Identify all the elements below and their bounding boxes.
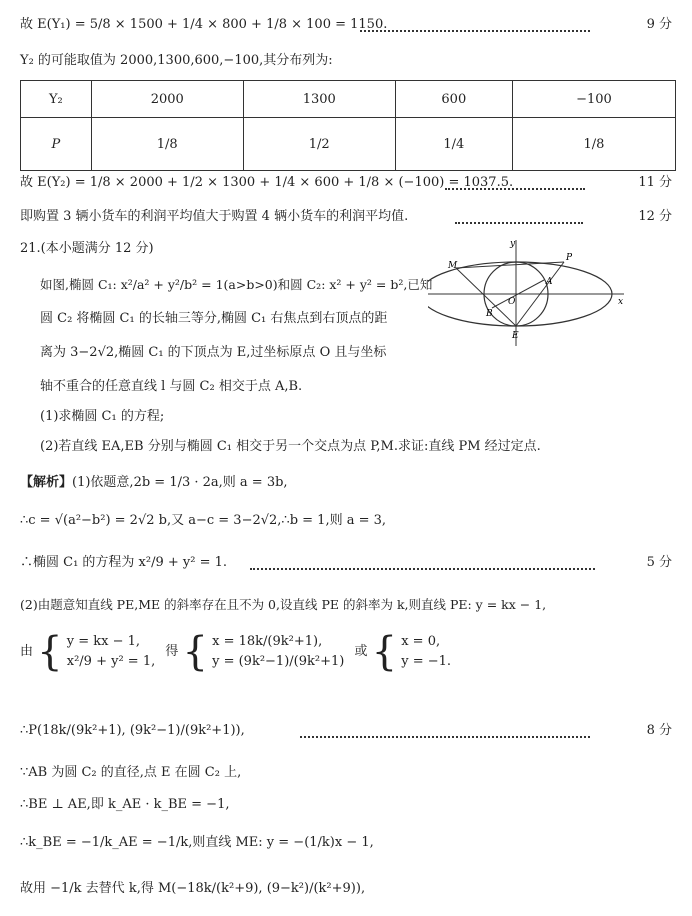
solution-text: (1)依题意,2b = 1/3 · 2a,则 a = 3b, xyxy=(72,475,288,490)
score-9: 9 分 xyxy=(646,17,672,32)
equation-system xyxy=(20,629,452,702)
system-derive: 得 xyxy=(165,644,179,659)
label-o: O xyxy=(508,297,516,307)
label-x: x xyxy=(618,297,624,307)
expectation-y2: 故 E(Y₂) = 1/8 × 2000 + 1/2 × 1300 + 1/4 × 600 + 1/8 × (−100) = 1037.5. xyxy=(20,175,514,190)
table-cell: Y₂ xyxy=(21,81,92,118)
conclusion: 即购置 3 辆小货车的利润平均值大于购置 4 辆小货车的利润平均值. xyxy=(20,209,409,224)
question-1: (1)求椭圆 C₁ 的方程; xyxy=(40,409,165,424)
system-or: 或 xyxy=(354,644,368,659)
brace-icon: { xyxy=(182,629,208,675)
table-cell: 600 xyxy=(395,81,512,118)
ellipse-equation: ∴椭圆 C₁ 的方程为 x²/9 + y² = 1. xyxy=(20,555,228,570)
label-y: y xyxy=(510,239,516,249)
solution-tag: 【解析】 xyxy=(20,475,73,490)
problem-text: 圆 C₂ 将椭圆 C₁ 的长轴三等分,椭圆 C₁ 右焦点到右顶点的距 xyxy=(40,311,388,326)
table-cell: 1/2 xyxy=(243,118,395,171)
table-cell: 1/8 xyxy=(512,118,675,171)
system-3: x = 0, y = −1. xyxy=(401,634,452,669)
label-m: M xyxy=(448,261,458,271)
y2-values: Y₂ 的可能取值为 2000,1300,600,−100,其分布列为: xyxy=(20,53,333,68)
problem-number: 21.(本小题满分 12 分) xyxy=(20,241,154,256)
dot-leader xyxy=(250,568,595,570)
brace-icon: { xyxy=(371,629,398,675)
problem-text: 如图,椭圆 C₁: x²/a² + y²/b² = 1(a>b>0)和圆 C₂: x² + y² = b²,已知 xyxy=(40,277,433,292)
label-e: E xyxy=(512,331,519,341)
table-cell: 1300 xyxy=(243,81,395,118)
solution-line: ∴k_BE = −1/k_AE = −1/k,则直线 ME: y = −(1/k)x − 1, xyxy=(20,835,374,850)
problem-text: 轴不重合的任意直线 l 与圆 C₂ 相交于点 A,B. xyxy=(40,379,303,394)
label-a: A xyxy=(546,277,553,287)
label-p: P xyxy=(566,253,573,263)
score-11: 11 分 xyxy=(638,175,672,190)
brace-icon: { xyxy=(37,629,63,675)
dot-leader xyxy=(360,30,590,32)
dot-leader xyxy=(445,188,585,190)
table-row xyxy=(21,118,676,171)
score-12: 12 分 xyxy=(638,209,672,224)
solution-part1 xyxy=(20,474,288,492)
dot-leader xyxy=(300,736,590,738)
table-cell: 1/4 xyxy=(395,118,512,171)
system-prefix: 由 xyxy=(20,644,34,659)
dot-leader xyxy=(455,222,583,224)
solution-line: ∴BE ⊥ AE,即 k_AE · k_BE = −1, xyxy=(20,797,230,812)
question-2: (2)若直线 EA,EB 分别与椭圆 C₁ 相交于另一个交点为点 P,M.求证:直线 PM 经过定点. xyxy=(40,439,541,454)
expectation-y1: 故 E(Y₁) = 5/8 × 1500 + 1/4 × 800 + 1/8 × 100 = 1150. xyxy=(20,17,388,32)
point-p: ∴P(18k/(9k²+1), (9k²−1)/(9k²+1)), xyxy=(20,723,245,738)
system-1: y = kx − 1, x²/9 + y² = 1, xyxy=(66,634,156,669)
solution-part2: (2)由题意知直线 PE,ME 的斜率存在且不为 0,设直线 PE 的斜率为 k,则直线 PE: y = kx − 1, xyxy=(20,597,547,612)
solution-line: ∵AB 为圆 C₂ 的直径,点 E 在圆 C₂ 上, xyxy=(20,765,242,780)
table-row xyxy=(21,81,676,118)
table-cell: 2000 xyxy=(91,81,243,118)
problem-text: 离为 3−2√2,椭圆 C₁ 的下顶点为 E,过坐标原点 O 且与坐标 xyxy=(40,345,387,360)
point-m: 故用 −1/k 去替代 k,得 M(−18k/(k²+9), (9−k²)/(k²+9)), xyxy=(20,881,366,896)
table-cell: P xyxy=(21,118,92,171)
score-8: 8 分 xyxy=(646,723,672,738)
system-2: x = 18k/(9k²+1), y = (9k²−1)/(9k²+1) xyxy=(212,634,345,669)
table-cell: 1/8 xyxy=(91,118,243,171)
distribution-table xyxy=(20,80,676,171)
score-5: 5 分 xyxy=(646,555,672,570)
solution-line: ∴c = √(a²−b²) = 2√2 b,又 a−c = 3−2√2,∴b = 1,则 a = 3, xyxy=(20,513,387,528)
label-b: B xyxy=(486,309,493,319)
table-cell: −100 xyxy=(512,81,675,118)
ellipse-circle-figure xyxy=(428,238,628,348)
